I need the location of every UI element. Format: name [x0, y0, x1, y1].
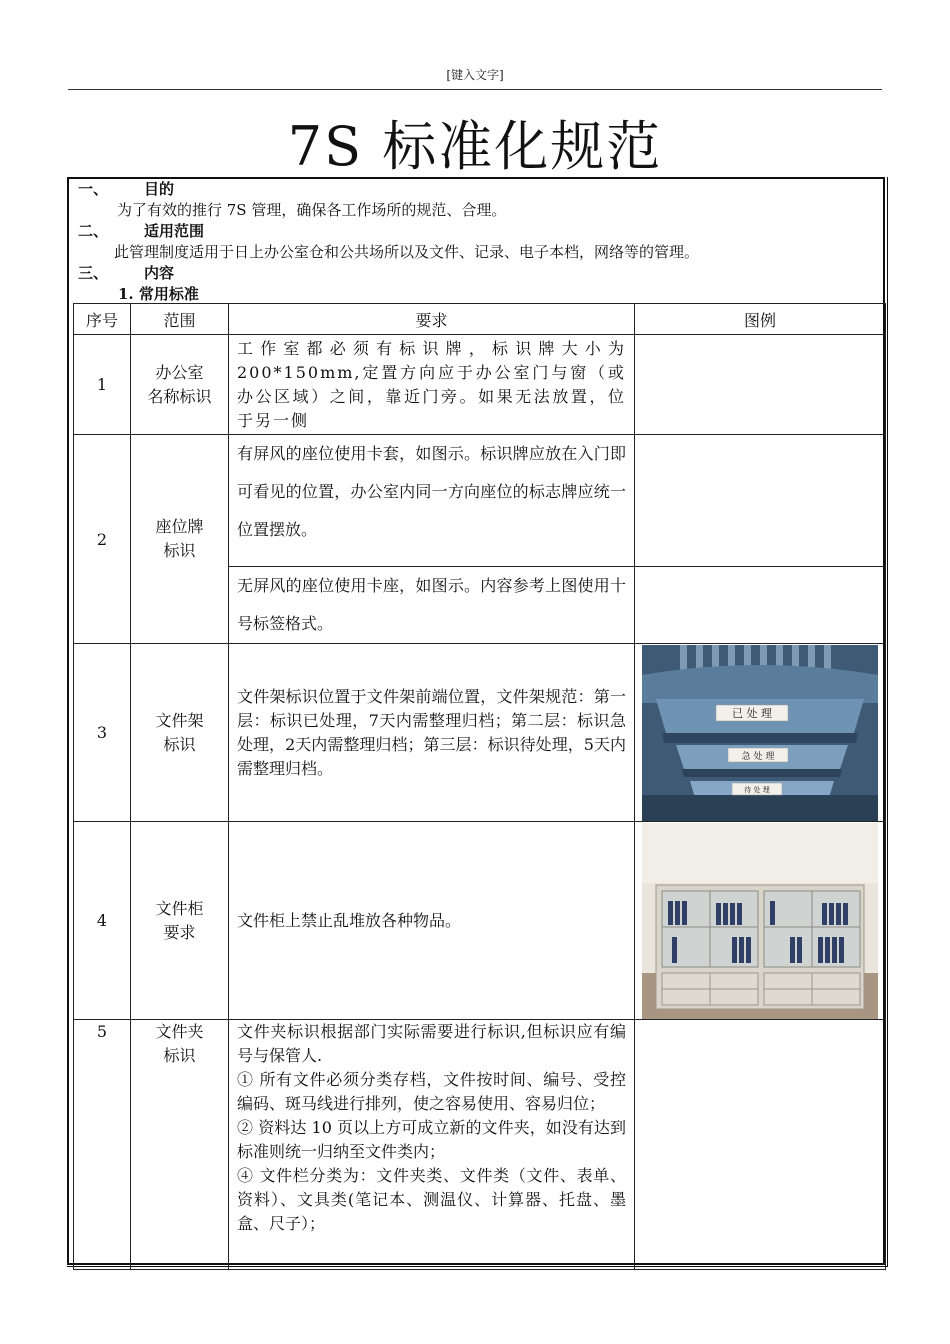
section-content-heading: 三、 内容	[78, 264, 175, 282]
row-illustration-empty	[635, 435, 886, 567]
section-purpose-text: 为了有效的推行 7S 管理，确保各工作场所的规范、合理。	[117, 201, 507, 219]
row-requirement: 工作室都必须有标识牌，标识牌大小为 200*150mm,定置方向应于办公室门与窗（或办公区域）之间，靠近门旁。如果无法放置，位于另一侧	[229, 335, 635, 435]
table-row	[74, 335, 886, 435]
header-scope: 范围	[131, 304, 229, 335]
row-no: 5	[74, 1020, 131, 1270]
requirement-line: ② 资料达 10 页以上方可成立新的文件夹，如没有达到标准则统一归纳至文件类内；	[237, 1118, 626, 1161]
file-cabinet-photo	[642, 823, 878, 1019]
document-title: 7S 标准化规范	[287, 115, 663, 178]
row-illustration-empty	[635, 567, 886, 644]
requirement-line: ① 所有文件必须分类存档，文件按时间、编号、受控编码、斑马线进行排列，使之容易使用、容易归位；	[237, 1070, 626, 1113]
row-requirement: 文件架标识位置于文件架前端位置，文件架规范：第一层：标识已处理，7天内需整理归档；第二层：标识急处理，2天内需整理归档；第三层：标识待处理，5天内需整理归档。	[229, 644, 635, 822]
file-tray-photo-cell	[635, 644, 886, 822]
tray-label-processed: 已 处 理	[732, 706, 772, 720]
section-scope-text: 此管理制度适用于日上办公室仓和公共场所以及文件、记录、电子本档，网络等的管理。	[114, 243, 700, 261]
file-tray-illustration	[642, 645, 878, 821]
file-cabinet-illustration	[642, 823, 878, 1019]
requirement-line: ④ 文件栏分类为：文件夹类、文件类（文件、表单、资料）、文具类(笔记本、测温仪、计算器、托盘、墨盒、尺子）；	[237, 1166, 626, 1233]
table-row	[74, 822, 886, 1020]
standards-table	[73, 303, 886, 1270]
row-no: 1	[74, 335, 131, 435]
header-divider	[68, 89, 882, 90]
row-no: 4	[74, 822, 131, 1020]
section-scope-heading: 二、 适用范围	[78, 222, 205, 240]
row-scope: 座位牌 标识	[131, 435, 229, 644]
file-cabinet-photo-cell	[635, 822, 886, 1020]
header-requirement: 要求	[229, 304, 635, 335]
row-no: 3	[74, 644, 131, 822]
page-header: [键入文字]	[446, 68, 504, 82]
row-scope: 文件夹 标识	[131, 1020, 229, 1270]
row-requirement: 有屏风的座位使用卡套，如图示。标识牌应放在入门即可看见的位置，办公室内同一方向座位的标志牌应统一位置摆放。	[229, 435, 635, 567]
frame-right-double-line	[887, 177, 888, 1267]
subsection-heading: 1. 常用标准	[118, 285, 199, 303]
row-no: 2	[74, 435, 131, 644]
row-requirement: 文件柜上禁止乱堆放各种物品。	[229, 822, 635, 1020]
table-header-row	[74, 304, 886, 335]
row-illustration-empty	[635, 335, 886, 435]
row-illustration-empty	[635, 1020, 886, 1270]
row-scope: 办公室 名称标识	[131, 335, 229, 435]
row-scope: 文件柜 要求	[131, 822, 229, 1020]
file-tray-photo	[642, 645, 878, 821]
tray-label-urgent: 急 处 理	[741, 751, 775, 762]
header-no: 序号	[74, 304, 131, 335]
header-illustration: 图例	[635, 304, 886, 335]
table-row	[74, 644, 886, 822]
table-row	[74, 435, 886, 567]
requirement-line: 文件夹标识根据部门实际需要进行标识,但标识应有编号与保管人.	[237, 1022, 626, 1065]
table-row	[74, 1020, 886, 1270]
tray-label-pending: 待 处 理	[744, 785, 770, 794]
row-scope: 文件架 标识	[131, 644, 229, 822]
row-requirement-secondary: 无屏风的座位使用卡座，如图示。内容参考上图使用十号标签格式。	[229, 567, 635, 644]
section-purpose-heading: 一、 目的	[78, 180, 175, 198]
row-requirement	[229, 1020, 635, 1270]
